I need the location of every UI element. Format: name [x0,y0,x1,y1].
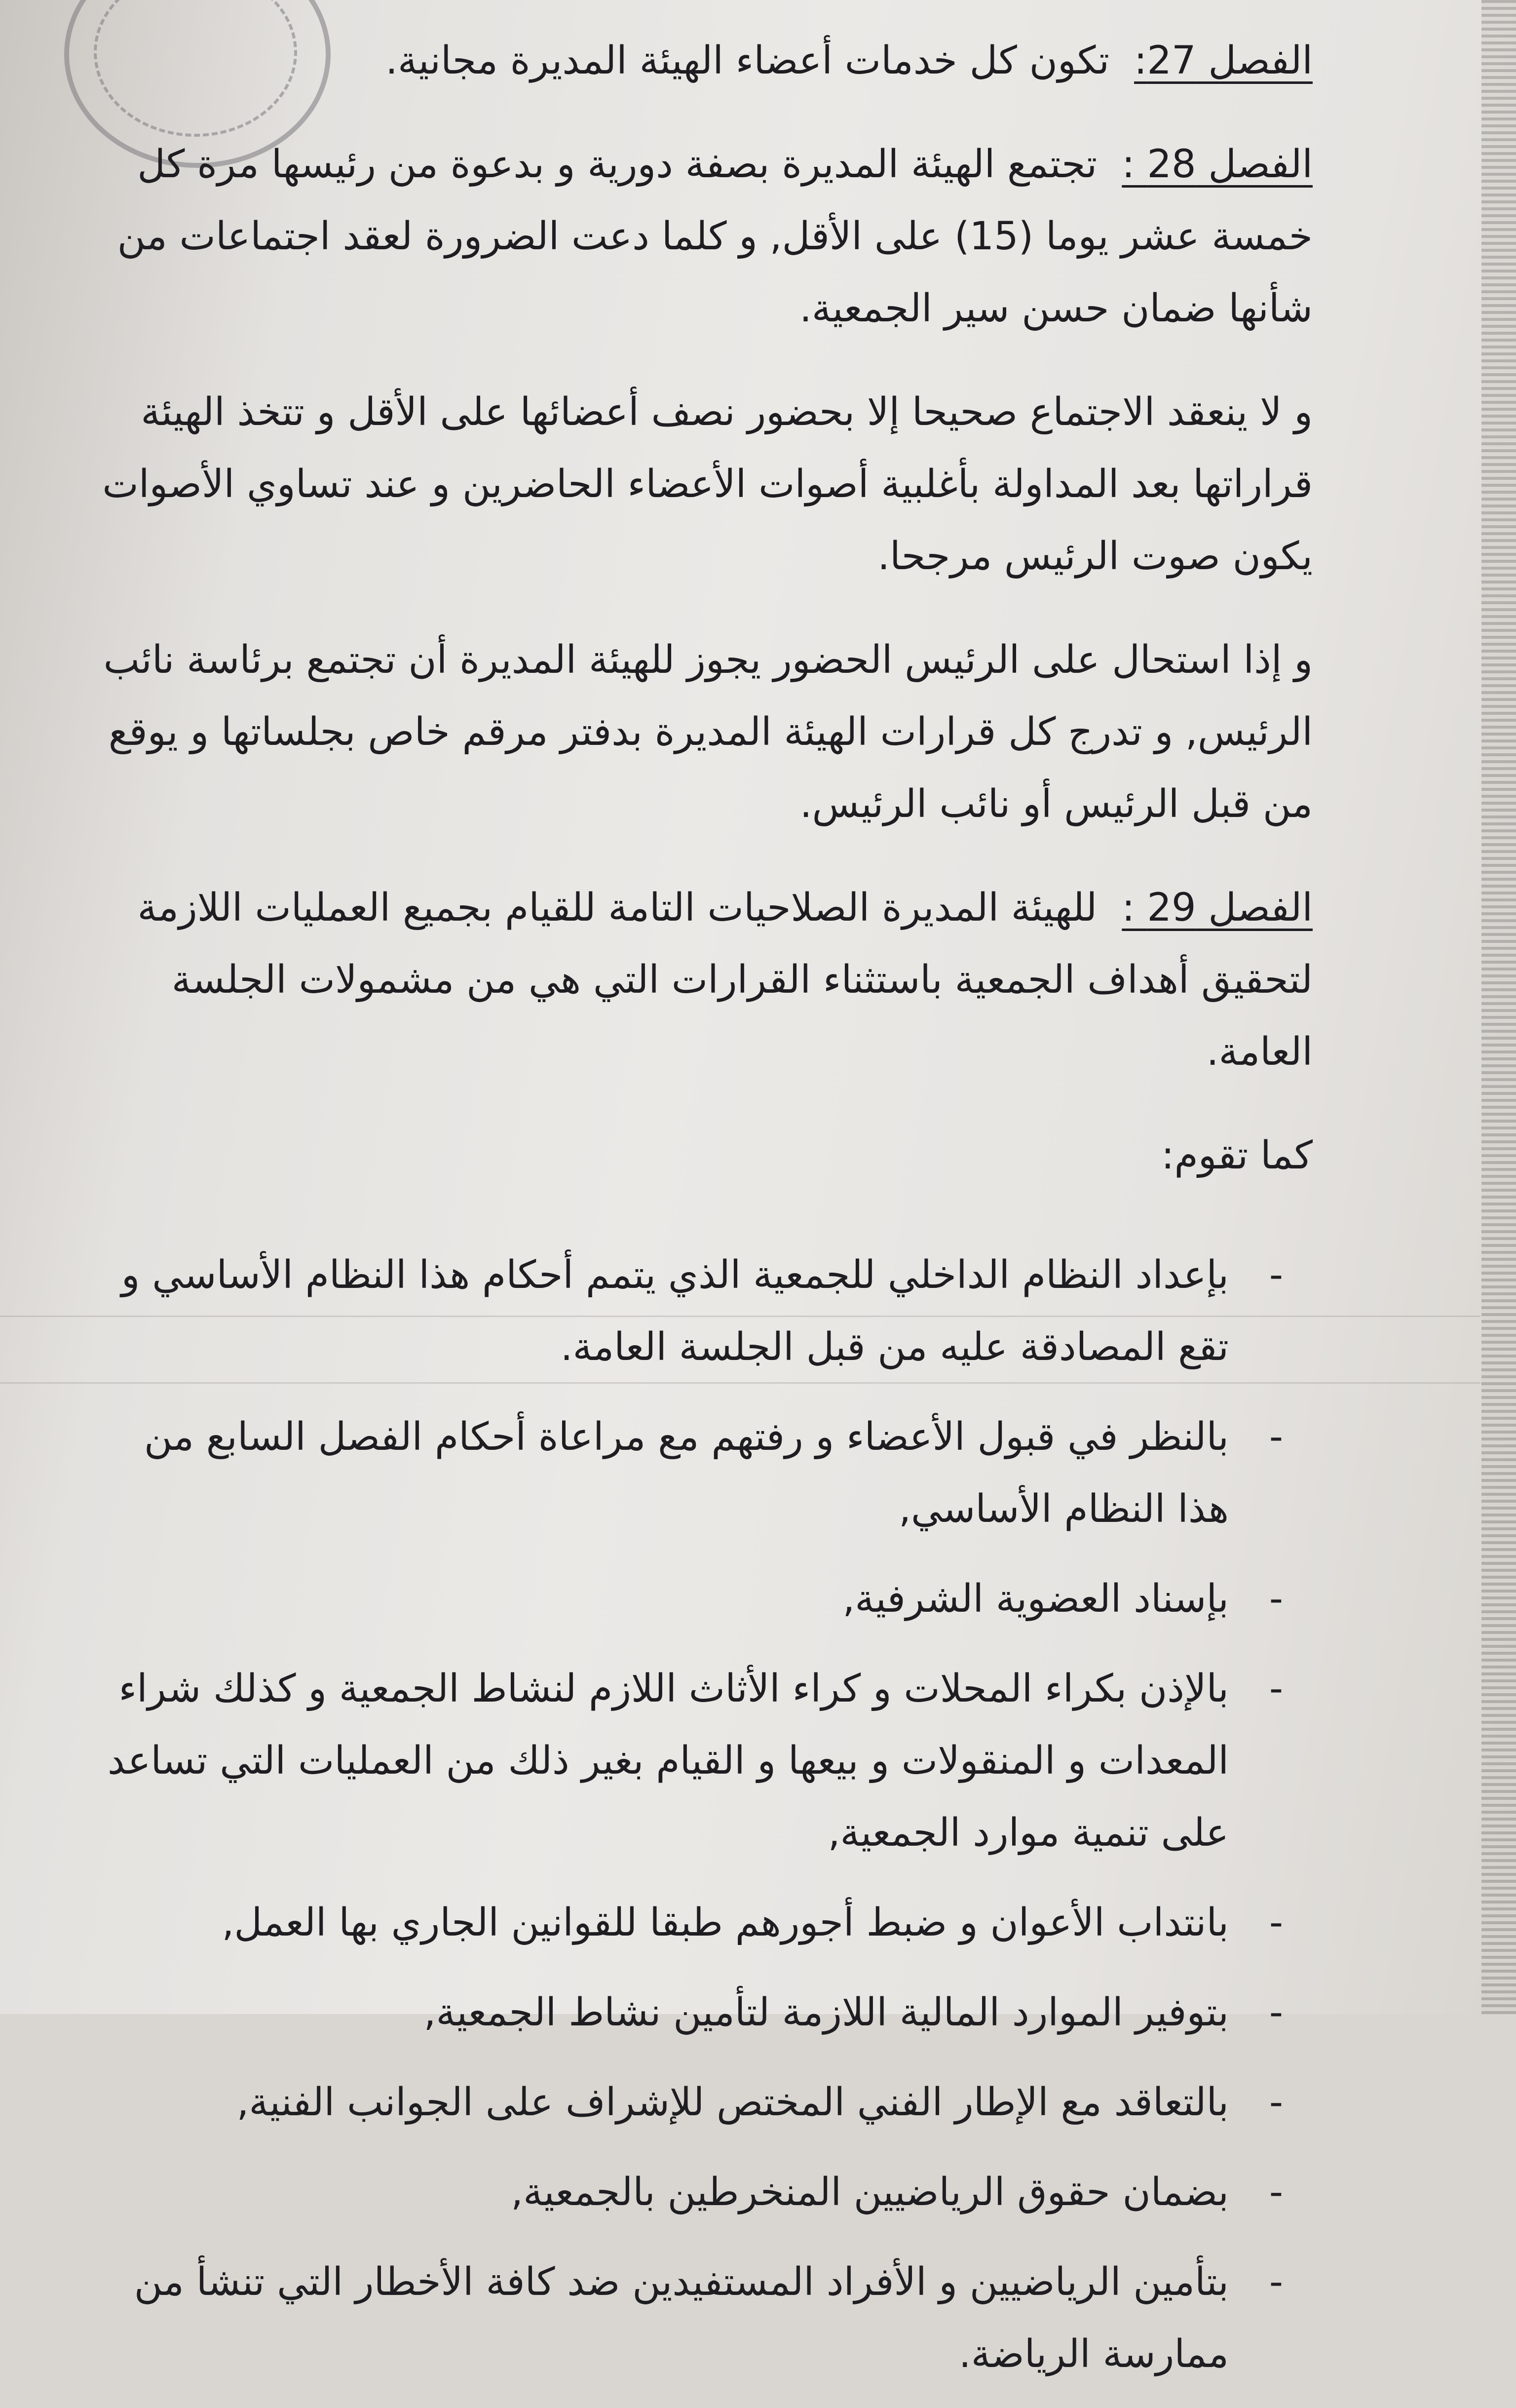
list-marker: - [1269,1901,1283,1945]
article-28-heading: الفصل 28 : [1122,142,1313,187]
list-item [89,1977,1313,2049]
list-item [89,2066,1313,2138]
article-27-text: تكون كل خدمات أعضاء الهيئة المديرة مجانية. [385,39,1110,83]
article-28 [89,128,1313,345]
article-27 [89,25,1313,97]
list-marker: - [1269,2080,1283,2125]
list-marker: - [1269,1667,1283,1711]
list-marker: - [1269,1577,1283,1621]
article-27-heading: الفصل 27: [1134,39,1313,83]
list-item [89,1887,1313,1959]
article-29 [89,872,1313,1088]
list-item [89,1653,1313,1869]
article-28-paragraph-1: تجتمع الهيئة المديرة بصفة دورية و بدعوة من رئيسها مرة كل خمسة عشر يوما (15) على الأقل, و كلما دعت الضرورة لعقد اجتماعات من شأنها ضمان حسن سير الجمعية. [117,142,1313,331]
list-item-text: بالنظر في قبول الأعضاء و رفتهم مع مراعاة أحكام الفصل السابع من هذا النظام الأساسي, [144,1415,1229,1531]
list-item [89,1401,1313,1545]
list-item-text: بإعداد النظام الداخلي للجمعية الذي يتمم أحكام هذا النظام الأساسي و تقع المصادقة عليه من قبل الجلسة العامة. [121,1253,1229,1369]
list-item-text: بتأمين الرياضيين و الأفراد المستفيدين ضد كافة الأخطار التي تنشأ من ممارسة الرياضة. [134,2260,1229,2376]
list-marker: - [1269,2170,1283,2214]
article-28-paragraph-2: و لا ينعقد الاجتماع صحيحا إلا بحضور نصف أعضائها على الأقل و تتخذ الهيئة قراراتها بعد المداولة بأغلبية أصوات الأعضاء الحاضرين و عند تساوي الأصوات يكون صوت الرئيس مرجحا. [102,390,1313,579]
list-marker: - [1269,2260,1283,2304]
list-item-text: بالتعاقد مع الإطار الفني المختص للإشراف على الجوانب الفنية, [236,2080,1229,2125]
document-body [89,25,1313,2408]
article-29-list [89,1239,1313,2390]
page-edge [1481,0,1516,2014]
list-marker: - [1269,1253,1283,1297]
list-item [89,2156,1313,2228]
article-29-paragraph-1: للهيئة المديرة الصلاحيات التامة للقيام بجميع العمليات اللازمة لتحقيق أهداف الجمعية باستثناء القرارات التي هي من مشمولات الجلسة العامة. [137,886,1313,1074]
list-marker: - [1269,1415,1283,1459]
list-item [89,1239,1313,1383]
list-marker: - [1269,1990,1283,2035]
list-item-text: بالإذن بكراء المحلات و كراء الأثاث اللازم لنشاط الجمعية و كذلك شراء المعدات و المنقولات و بيعها و القيام بغير ذلك من العمليات التي تساعد على تنمية موارد الجمعية, [107,1667,1229,1855]
article-29-heading: الفصل 29 : [1122,886,1313,930]
list-item-text: بضمان حقوق الرياضيين المنخرطين بالجمعية, [511,2170,1229,2214]
list-item-text: بإسناد العضوية الشرفية, [842,1577,1229,1621]
list-item [89,1563,1313,1635]
list-item [89,2246,1313,2390]
list-item-text: بانتداب الأعوان و ضبط أجورهم طبقا للقوانين الجاري بها العمل, [222,1901,1229,1945]
article-28-paragraph-3: و إذا استحال على الرئيس الحضور يجوز للهيئة المديرة أن تجتمع برئاسة نائب الرئيس, و تدرج كل قرارات الهيئة المديرة بدفتر مرقم خاص بجلساتها و يوقع من قبل الرئيس أو نائب الرئيس. [103,638,1313,826]
list-item-text: بتوفير الموارد المالية اللازمة لتأمين نشاط الجمعية, [423,1990,1229,2035]
article-29-intro: كما تقوم: [1161,1133,1313,1178]
